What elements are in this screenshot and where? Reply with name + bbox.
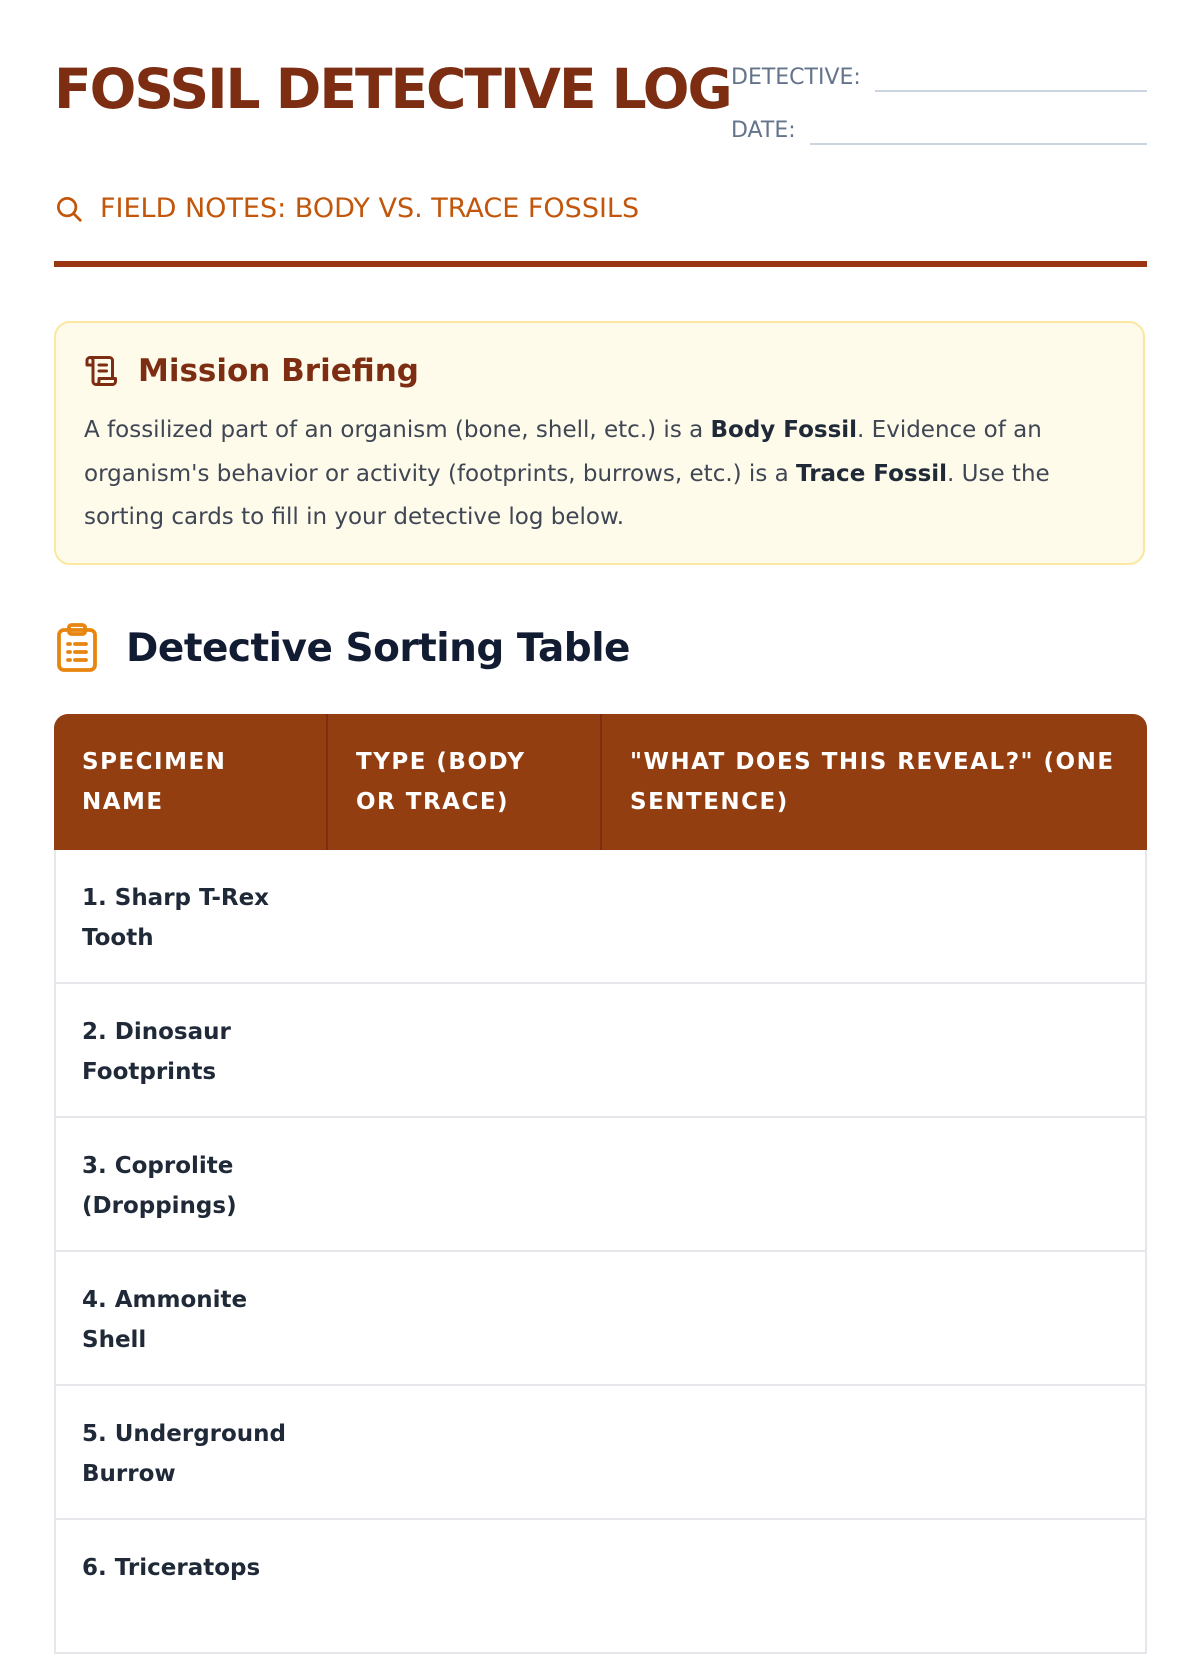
detective-name-field[interactable]	[875, 62, 1147, 92]
specimen-name: 1. Sharp T-Rex Tooth	[82, 885, 270, 951]
clipboard-list-icon	[54, 622, 100, 674]
trace-fossil-term: Trace Fossil	[796, 460, 948, 487]
page-subtitle	[54, 193, 639, 224]
table-row	[56, 850, 1145, 984]
table-row	[56, 984, 1145, 1118]
table-header	[54, 714, 1147, 850]
reveal-cell[interactable]	[602, 1520, 1145, 1652]
header-divider	[54, 261, 1147, 267]
table-row	[56, 1386, 1145, 1520]
worksheet-page	[54, 0, 1147, 1581]
reveal-cell[interactable]	[602, 850, 1145, 982]
column-header-reveal: "WHAT DOES THIS REVEAL?" (ONE SENTENCE)	[630, 749, 1115, 815]
table-body	[54, 850, 1147, 1654]
reveal-cell[interactable]	[602, 1386, 1145, 1518]
type-cell[interactable]	[329, 1252, 602, 1384]
type-cell[interactable]	[329, 1520, 602, 1652]
date-field[interactable]	[810, 115, 1147, 145]
type-cell[interactable]	[329, 850, 602, 982]
specimen-name: 6. Triceratops	[82, 1555, 261, 1581]
body-fossil-term: Body Fossil	[710, 417, 858, 443]
table-row	[56, 1520, 1145, 1654]
table-row	[56, 1252, 1145, 1386]
reveal-cell[interactable]	[602, 984, 1145, 1116]
table-row	[56, 1118, 1145, 1252]
page-title: FOSSIL DETECTIVE LOG	[54, 57, 731, 121]
briefing-text-part-3: . Use the sorting cards to fill in your detective log below.	[84, 460, 1050, 530]
detective-label: DETECTIVE:	[731, 65, 861, 90]
briefing-title: Mission Briefing	[138, 353, 419, 389]
column-header-specimen: SPECIMEN NAME	[54, 714, 328, 850]
search-icon	[54, 194, 84, 224]
section-title: Detective Sorting Table	[126, 625, 631, 671]
reveal-cell[interactable]	[602, 1252, 1145, 1384]
mission-briefing-card	[54, 321, 1145, 565]
subtitle-text: FIELD NOTES: BODY VS. TRACE FOSSILS	[100, 193, 640, 224]
specimen-name: 5. Underground Burrow	[82, 1421, 287, 1487]
date-label: DATE:	[731, 118, 796, 143]
type-cell[interactable]	[329, 984, 602, 1116]
detective-fields	[731, 58, 1147, 164]
briefing-text-part-1: A fossilized part of an organism (bone, shell, etc.) is a	[84, 417, 711, 443]
sorting-table	[54, 714, 1147, 1654]
specimen-name: 4. Ammonite Shell	[82, 1287, 248, 1353]
scroll-icon	[84, 353, 120, 389]
date-row	[731, 111, 1147, 145]
type-cell[interactable]	[329, 1118, 602, 1250]
briefing-header	[84, 351, 1115, 391]
specimen-name: 2. Dinosaur Footprints	[82, 1019, 231, 1085]
column-header-type: TYPE (BODY OR TRACE)	[328, 714, 602, 850]
detective-row	[731, 58, 1147, 92]
briefing-text-part-2: . Evidence of an organism's behavior or activity (footprints, burrows, etc.) is a	[84, 417, 1042, 487]
specimen-name: 3. Coprolite (Droppings)	[82, 1153, 237, 1219]
sorting-table-heading	[54, 620, 630, 676]
header	[54, 0, 1147, 268]
type-cell[interactable]	[329, 1386, 602, 1518]
briefing-text	[84, 409, 1115, 540]
reveal-cell[interactable]	[602, 1118, 1145, 1250]
